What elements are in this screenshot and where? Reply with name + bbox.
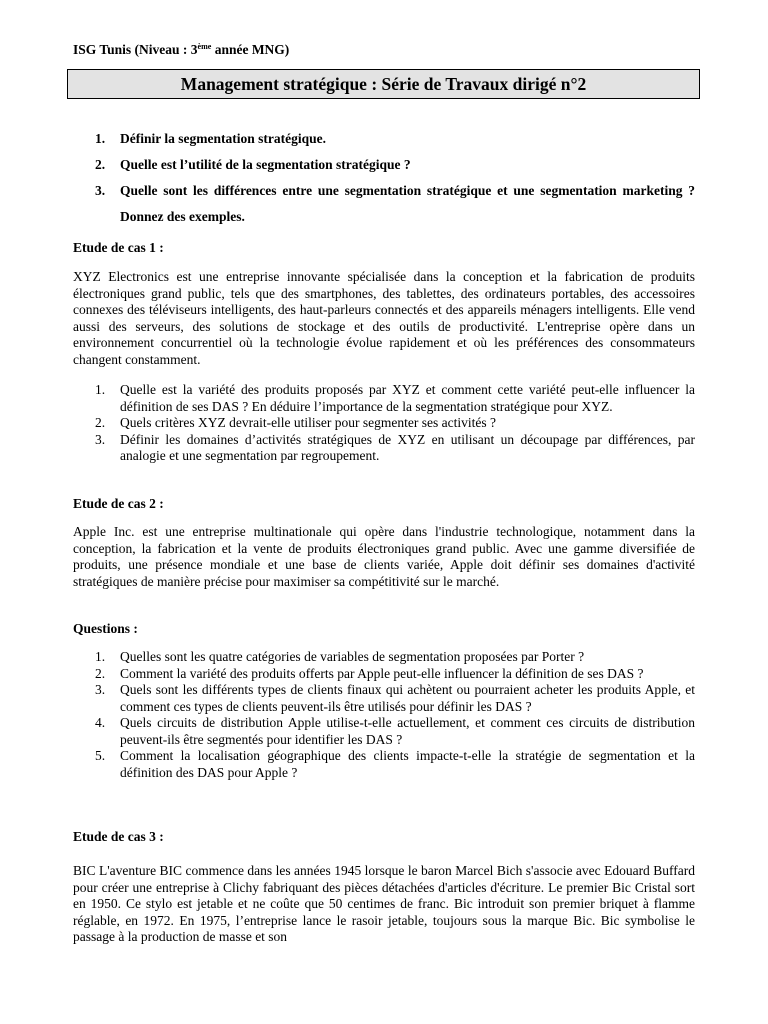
list-item [95,415,695,432]
page-title: Management stratégique : Série de Travaux dirigé n°2 [180,73,587,94]
item-number: 3. [95,682,106,697]
list-item [95,126,695,152]
case3-heading: Etude de cas 3 : [73,829,164,844]
case1-paragraph: XYZ Electronics est une entreprise innovante spécialisée dans la conception et la fabrication de produits électroniques grand public, tels que des smartphones, des tablettes, des ordinateurs portables, des accessoires connexes des téléviseurs intelligents, des haut-parleurs connectés et des appareils ménagers intelligents. Elle vend aussi des serveurs, des solutions de stockage et des outils de productivité. L'entreprise opère dans un environnement concurrentiel où la technologie évolue rapidement et où les préférences des consommateurs changent constamment. [73,269,695,367]
item-text: Définir la segmentation stratégique. [120,131,326,146]
case2-paragraph: Apple Inc. est une entreprise multinationale qui opère dans l'industrie technologique, notamment dans la conception, la fabrication et la vente de produits électroniques grand public. Avec une gamme diversifiée de produits, une présence mondiale et une base de clients variée, Apple doit définir ses domaines d'activité stratégiques de manière précise pour maximiser sa compétitivité sur le marché. [73,524,695,589]
item-number: 2. [95,665,106,681]
item-number: 1. [95,131,106,146]
school-superscript: ème [197,42,212,51]
list-item [95,382,695,415]
item-text: Comment la localisation géographique des clients impacte-t-elle la stratégie de segmentation et la définition des DAS pour Apple ? [120,748,695,780]
item-number: 5. [95,748,106,763]
item-text: Quelle est l’utilité de la segmentation stratégique ? [120,157,411,172]
case3-paragraph: BIC L'aventure BIC commence dans les années 1945 lorsque le baron Marcel Bich s'associe avec Edouard Buffard pour créer une entreprise à Clichy fabriquant des pièces détachées d'articles d'écriture. Le premier Bic Cristal sort en 1950. Ce stylo est jetable et ne coûte que 50 centimes de franc. Bic introduit son premier briquet à flamme réglable, en 1972. En 1975, l’entreprise lance le rasoir jetable, toujours sous la marque Bic. Bic symbolise le passage à la production de masse et son [73,863,695,944]
school-prefix: ISG Tunis (Niveau : 3 [73,42,198,57]
item-text: Quels circuits de distribution Apple utilise-t-elle actuellement, et comment ces circuits de distribution peuvent-ils être segmentés pour identifier les DAS ? [120,715,695,747]
school-line [73,42,289,58]
item-text: Quelles sont les quatre catégories de variables de segmentation proposées par Porter ? [120,649,585,664]
case1-heading: Etude de cas 1 : [73,240,164,255]
list-item [95,178,695,230]
item-number: 2. [95,157,106,172]
list-item [95,152,695,178]
case2-questions-heading: Questions : [73,621,138,636]
item-number: 1. [95,649,106,664]
item-number: 2. [95,415,106,430]
item-text: Définir les domaines d’activités stratégiques de XYZ en utilisant un découpage par différences, par analogie et une segmentation par regroupement. [120,431,695,463]
list-item [95,715,695,748]
item-text: Quelle est la variété des produits proposés par XYZ et comment cette variété peut-elle influencer la définition de ses DAS ? En déduire l’importance de la segmentation stratégique pour XYZ. [120,382,695,414]
case1-question-list [95,382,695,465]
item-number: 3. [95,183,106,198]
list-item [95,432,695,465]
item-number: 4. [95,715,106,730]
list-item [95,682,695,715]
title-box [67,69,700,99]
item-number: 3. [95,431,106,447]
case2-heading: Etude de cas 2 : [73,496,164,511]
item-text: Comment la variété des produits offerts par Apple peut-elle influencer la définition de ses DAS ? [120,665,644,681]
item-number: 1. [95,382,106,397]
intro-question-list [95,126,695,230]
list-item [95,748,695,781]
item-text: Quels sont les différents types de clients finaux qui achètent ou pourraient acheter les produits Apple, et comment ces types de clients peuvent-ils être utilisés pour définir les DAS ? [120,682,695,714]
school-suffix: année MNG) [211,42,290,57]
item-text: Quels critères XYZ devrait-elle utiliser pour segmenter ses activités ? [120,415,496,430]
list-item [95,649,695,666]
item-text: Quelle sont les différences entre une segmentation stratégique et une segmentation marketing ? Donnez des exemples. [120,183,695,224]
list-item [95,666,695,683]
case2-question-list [95,649,695,781]
